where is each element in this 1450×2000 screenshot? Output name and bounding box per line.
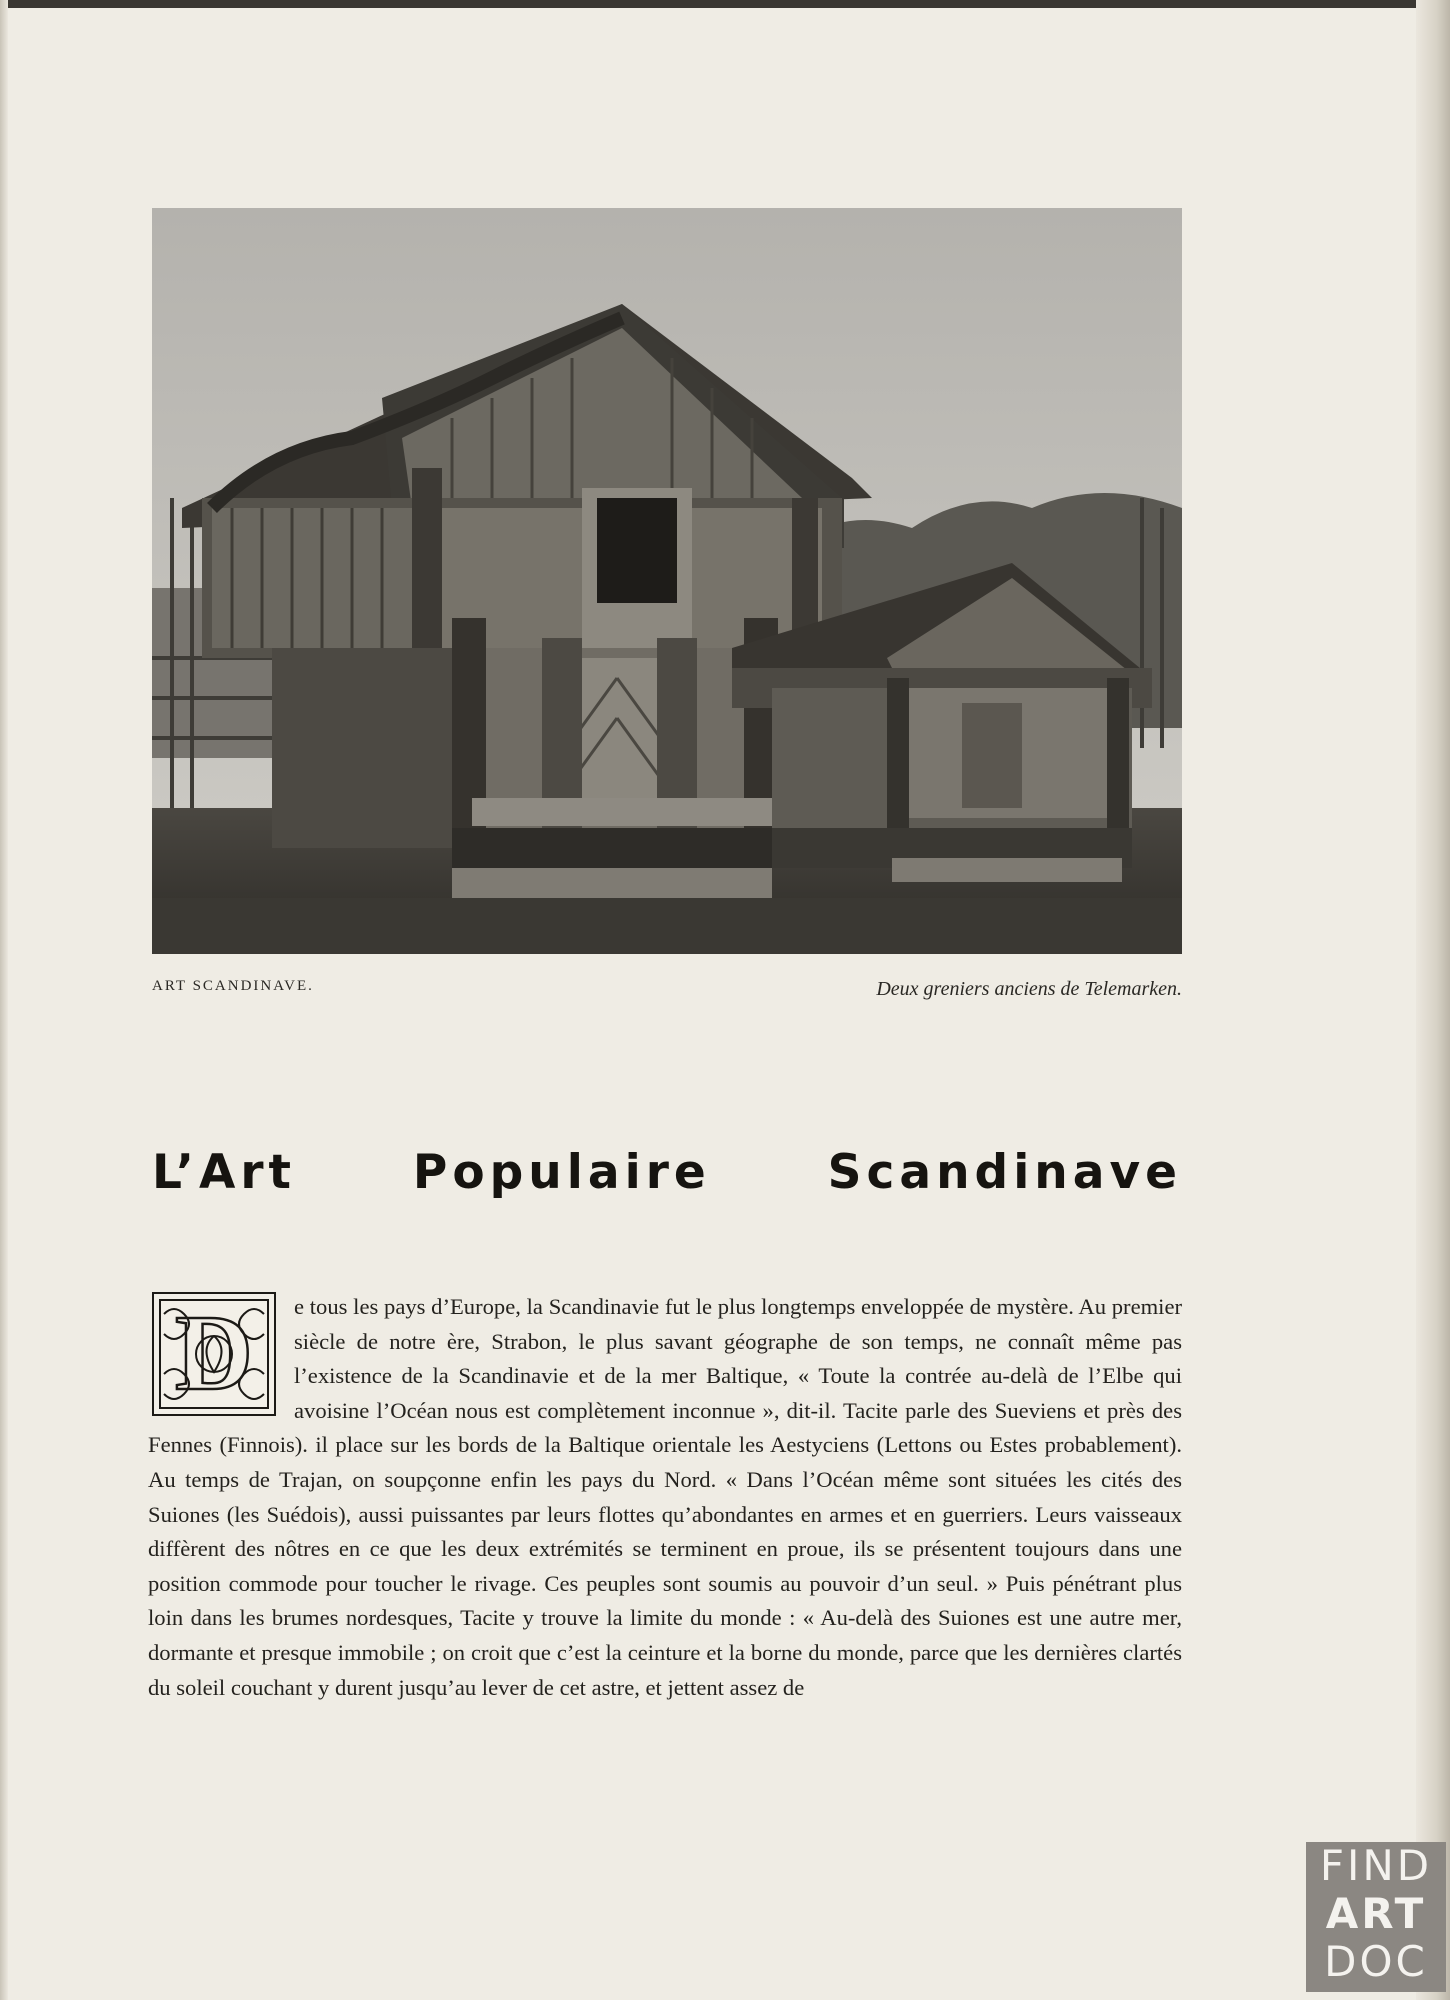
article-title: L’Art Populaire Scandinave [152, 1145, 1182, 1200]
article-body [148, 1290, 1182, 1705]
figure-caption: Deux greniers anciens de Telemarken. [876, 978, 1182, 1000]
logo-line-doc: DOC [1324, 1937, 1428, 1986]
drop-cap-initial [152, 1292, 276, 1416]
logo-line-art: ART [1325, 1889, 1427, 1938]
page-top-edge [0, 0, 1450, 8]
page-left-edge [0, 0, 8, 2000]
page-right-edge [1416, 0, 1450, 2000]
findartdoc-logo [1306, 1842, 1446, 1992]
photograph-image [152, 208, 1182, 954]
photograph-granaries [152, 208, 1182, 954]
figure-section-label: ART SCANDINAVE. [152, 978, 314, 994]
article-body-text: e tous les pays d’Europe, la Scandinavie fut le plus longtemps enveloppée de mystère. Au premier siècle de notre ère, Strabon, le plus savant géographe de son temps, ne connaît même pas l’existence de la Scandinavie et de la mer Baltique, « Toute la contrée au-delà de l’Elbe qui avoisine l’Océan nous est complètement inconnue », dit-il. Tacite parle des Sueviens et près des Fennes (Finnois). il place sur les bords de la Baltique orientale les Aestyciens (Lettons ou Estes probablement). Au temps de Trajan, on soupçonne enfin les pays du Nord. « Dans l’Océan même sont situées les cités des Suiones (les Suédois), aussi puissantes par leurs flottes qu’abondantes en armes et en guerriers. Leurs vaisseaux diffèrent des nôtres en ce que les deux extrémités se terminent en proue, ils se présentent toujours dans une position commode pour toucher le rivage. Ces peuples sont soumis au pouvoir d’un seul. » Puis pénétrant plus loin dans les brumes nordesques, Tacite y trouve la limite du monde : « Au-delà des Suiones est une autre mer, dormante et presque immobile ; on croit que c’est la ceinture et la borne du monde, parce que les dernières clartés du soleil couchant y durent jusqu’au lever de cet astre, et jettent assez de [148, 1294, 1182, 1700]
drop-cap-letter: D [175, 1294, 253, 1413]
logo-line-find: FIND [1319, 1841, 1433, 1890]
